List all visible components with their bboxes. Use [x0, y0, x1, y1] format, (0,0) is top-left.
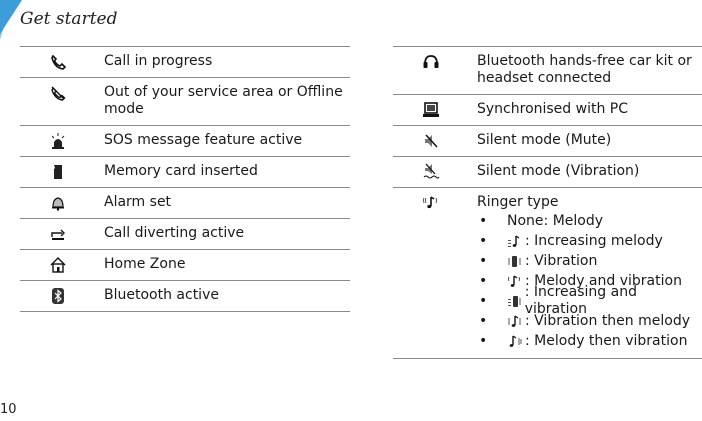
list-item: [477, 251, 702, 271]
ringer-type-icon: [422, 194, 440, 212]
list-item-text: : Increasing and vibration: [524, 284, 637, 317]
row-text: Bluetooth hands-free car kit or headset connected: [477, 53, 692, 86]
table-row: [393, 94, 702, 125]
table-row: [20, 187, 350, 218]
table-row: [20, 249, 350, 280]
row-text: SOS message feature active: [104, 132, 303, 148]
left-icon-table: [20, 46, 350, 312]
ringer-type-list: [477, 211, 702, 351]
table-row: [393, 46, 702, 94]
call-divert-icon: [49, 225, 67, 243]
row-text: Alarm set: [104, 194, 172, 210]
row-text: Out of your service area or Offline mode: [104, 84, 343, 117]
bullet: •: [479, 232, 488, 249]
header-accent-shadow: [0, 0, 12, 40]
table-row: [393, 187, 702, 359]
row-text: Bluetooth active: [104, 287, 219, 303]
list-item-text: : Vibration then melody: [525, 312, 690, 329]
table-row: [393, 125, 702, 156]
table-row: [20, 77, 350, 125]
no-service-icon: [49, 84, 67, 102]
ringer-type-title: Ringer type: [477, 194, 559, 210]
list-item-text: : Vibration: [525, 252, 598, 269]
table-row: [20, 46, 350, 77]
phone-handset-icon: [49, 53, 67, 71]
table-row: [20, 280, 350, 312]
list-item: [477, 331, 702, 351]
list-item: [477, 231, 702, 251]
mute-icon: [422, 132, 440, 150]
increasing-melody-icon: [507, 234, 522, 249]
list-item: [477, 284, 702, 317]
bluetooth-icon: [49, 287, 67, 305]
memory-card-icon: [49, 163, 67, 181]
table-row: [20, 156, 350, 187]
melody-then-vibration-icon: [507, 334, 522, 349]
vibration-then-melody-icon: [507, 314, 522, 329]
right-icon-table: [393, 46, 702, 359]
list-item: [477, 311, 702, 331]
page-title: Get started: [20, 9, 118, 29]
row-text: Home Zone: [104, 256, 186, 272]
bullet: •: [479, 212, 488, 229]
table-row: [393, 156, 702, 187]
vibration-mute-icon: [422, 163, 440, 181]
vibration-icon: [507, 254, 522, 269]
row-text: Silent mode (Vibration): [477, 163, 640, 179]
bullet: •: [479, 252, 488, 269]
page-number: 10: [0, 402, 17, 417]
list-item-text: : Melody then vibration: [525, 332, 688, 349]
home-zone-icon: [49, 256, 67, 274]
list-item: [477, 211, 702, 231]
table-row: [20, 218, 350, 249]
list-item-text: : Increasing melody: [525, 232, 663, 249]
list-item-text: None: Melody: [507, 212, 604, 229]
sos-icon: [49, 132, 67, 150]
bullet: •: [479, 292, 488, 309]
bullet: •: [479, 312, 488, 329]
row-text: Call diverting active: [104, 225, 245, 241]
bullet: •: [479, 332, 488, 349]
increasing-vibration-icon: [507, 294, 522, 309]
bullet: •: [479, 272, 488, 289]
pc-sync-icon: [422, 101, 440, 119]
headset-icon: [422, 53, 440, 71]
table-row: [20, 125, 350, 156]
row-text: Memory card inserted: [104, 163, 258, 179]
alarm-bell-icon: [49, 194, 67, 212]
list-item-text: : Melody and vibration: [525, 272, 682, 289]
melody-vibration-icon: [507, 274, 522, 289]
ringer-type-block: [468, 188, 702, 358]
row-text: Synchronised with PC: [477, 101, 629, 117]
row-text: Call in progress: [104, 53, 213, 69]
row-text: Silent mode (Mute): [477, 132, 612, 148]
